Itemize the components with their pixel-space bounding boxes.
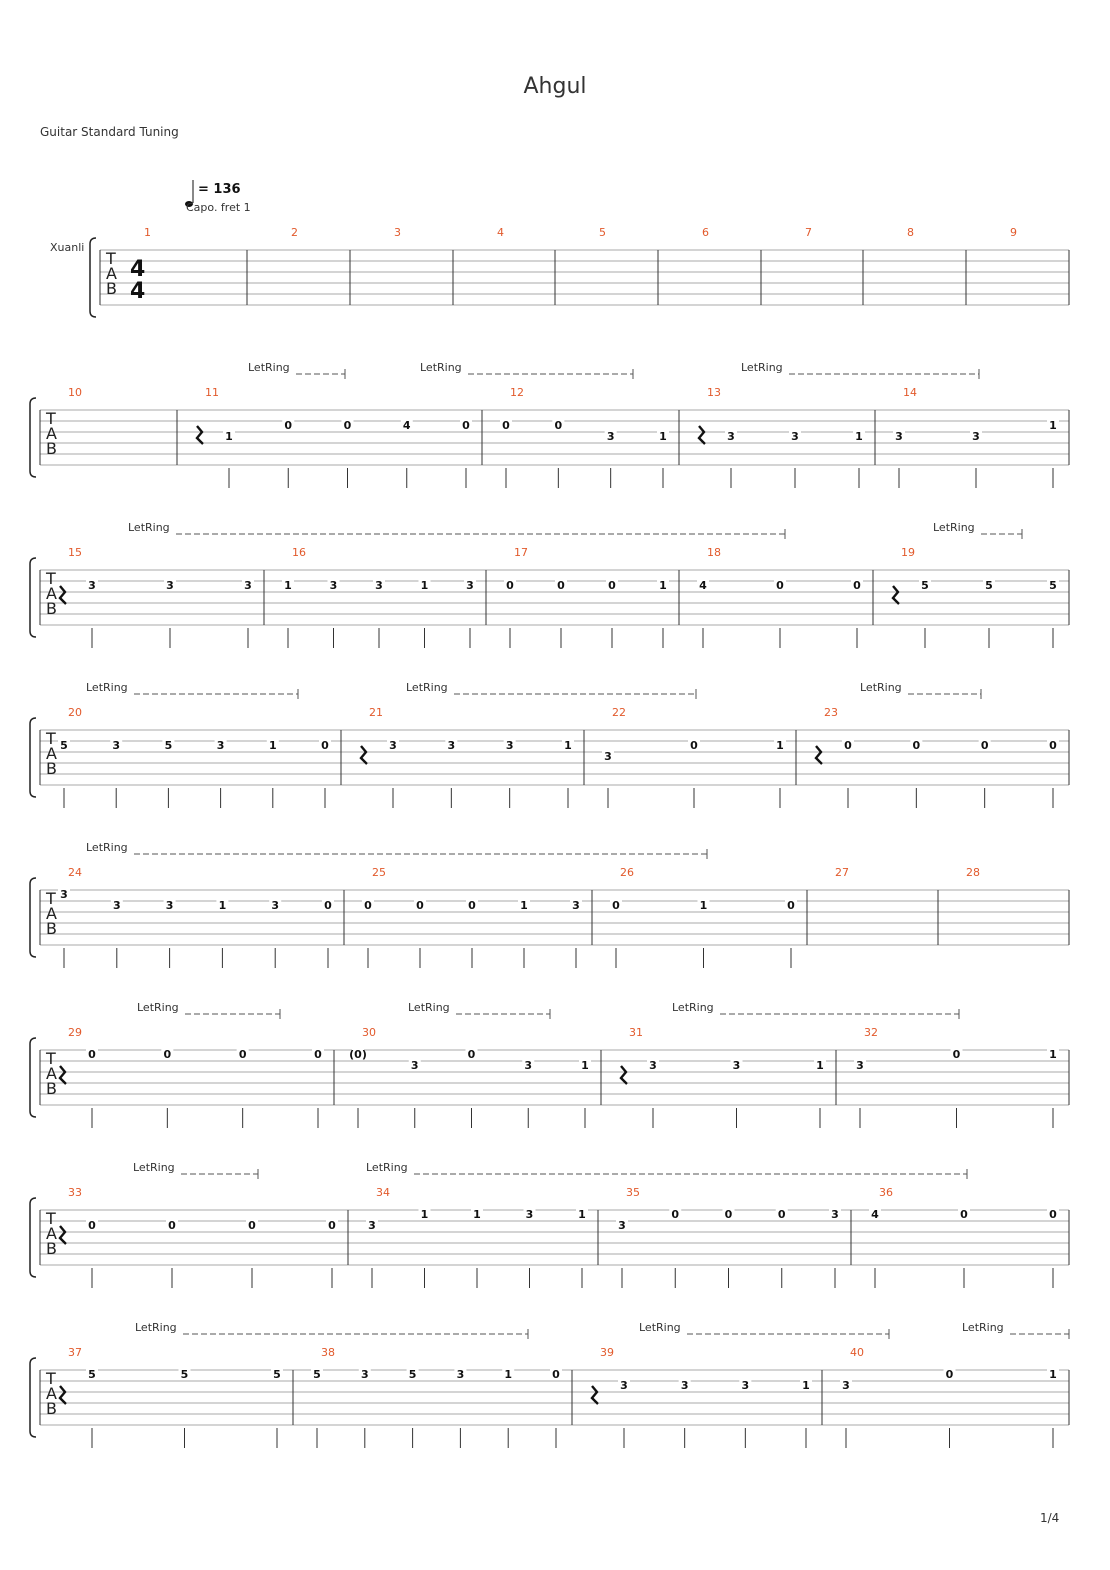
tab-clef-letter: A	[46, 1064, 57, 1083]
fret-number: 1	[659, 579, 667, 592]
system-brace	[30, 1358, 36, 1437]
fret-number: 3	[524, 1059, 533, 1072]
fret-number: 5	[180, 1368, 189, 1381]
let-ring-label: LetRing	[366, 1161, 408, 1174]
measure-number: 34	[376, 1186, 390, 1199]
fret-number: 3	[895, 430, 903, 443]
let-ring-label: LetRing	[128, 521, 170, 534]
let-ring-label: LetRing	[86, 681, 128, 694]
system-brace	[30, 1038, 36, 1117]
fret-number: 0	[787, 899, 795, 912]
measure-number: 9	[1010, 226, 1017, 239]
tab-clef-letter: T	[46, 729, 56, 748]
measure-number: 19	[901, 546, 915, 559]
fret-number: 3	[410, 1059, 419, 1072]
tab-clef-letter: T	[46, 1209, 56, 1228]
fret-number: 4	[699, 579, 707, 592]
measure-number: 35	[626, 1186, 640, 1199]
fret-number: 1	[504, 1368, 513, 1381]
fret-number: 3	[375, 579, 383, 592]
let-ring-label: LetRing	[639, 1321, 681, 1334]
fret-number: 0	[462, 419, 470, 432]
tab-clef-letter: B	[46, 1079, 57, 1098]
fret-number: 0	[554, 419, 563, 432]
tab-clef-letter: A	[106, 264, 117, 283]
fret-number: 1	[816, 1059, 824, 1072]
fret-number: 0	[88, 1219, 96, 1232]
fret-number: 1	[473, 1208, 481, 1221]
fret-number: 3	[572, 899, 580, 912]
fret-number: 0	[502, 419, 510, 432]
let-ring-label: LetRing	[133, 1161, 175, 1174]
let-ring-label: LetRing	[860, 681, 902, 694]
fret-number: 3	[606, 430, 615, 443]
measure-number: 11	[205, 386, 219, 399]
measure-number: 36	[879, 1186, 893, 1199]
let-ring-label: LetRing	[137, 1001, 179, 1014]
fret-number: 0	[777, 1208, 786, 1221]
fret-number: 3	[604, 750, 612, 763]
tab-clef-letter: A	[46, 1224, 57, 1243]
fret-number: 1	[520, 899, 528, 912]
tab-systems	[30, 226, 1069, 1448]
fret-number: 3	[456, 1368, 465, 1381]
quarter-rest	[621, 1066, 627, 1084]
time-signature-top: 4	[130, 257, 146, 282]
system-brace	[30, 398, 36, 477]
fret-number: 0	[506, 579, 514, 592]
quarter-rest	[699, 426, 705, 444]
fret-number: 1	[659, 430, 667, 443]
fret-number: 3	[791, 430, 799, 443]
fret-number: 1	[420, 579, 429, 592]
measure-number: 7	[805, 226, 812, 239]
fret-number: 0	[980, 739, 989, 752]
fret-number: 0	[1049, 739, 1057, 752]
fret-number: 0	[724, 1208, 733, 1221]
tab-clef-letter: B	[46, 759, 57, 778]
measure-number: 5	[599, 226, 606, 239]
fret-number: 3	[368, 1219, 376, 1232]
fret-number: 5	[88, 1368, 96, 1381]
fret-number: 3	[466, 579, 474, 592]
tab-clef-letter: B	[46, 1239, 57, 1258]
score-title: Ahgul	[523, 74, 587, 99]
fret-number: 5	[985, 579, 993, 592]
fret-number: 5	[1049, 579, 1057, 592]
measure-number: 17	[514, 546, 528, 559]
fret-number: 1	[1049, 1048, 1057, 1061]
fret-number: 1	[420, 1208, 429, 1221]
fret-number: 0	[612, 899, 620, 912]
fret-number: 0	[168, 1219, 176, 1232]
fret-number: 5	[273, 1368, 281, 1381]
fret-number: 3	[741, 1379, 750, 1392]
tab-clef-letter: B	[46, 599, 57, 618]
measure-number: 3	[394, 226, 401, 239]
fret-number: 3	[680, 1379, 689, 1392]
fret-number: 3	[112, 739, 121, 752]
fret-number: 3	[360, 1368, 369, 1381]
quarter-rest	[60, 1386, 66, 1404]
measure-number: 1	[144, 226, 151, 239]
fret-number: 0	[238, 1048, 247, 1061]
measure-number: 12	[510, 386, 524, 399]
system-brace	[30, 1198, 36, 1277]
measure-number: 37	[68, 1346, 82, 1359]
fret-number: 3	[165, 899, 174, 912]
measure-number: 10	[68, 386, 82, 399]
measure-number: 16	[292, 546, 306, 559]
tab-clef-letter: B	[46, 919, 57, 938]
fret-number: 3	[972, 430, 980, 443]
fret-number: 3	[447, 739, 456, 752]
system-brace	[30, 878, 36, 957]
measure-number: 28	[966, 866, 980, 879]
measure-number: 22	[612, 706, 626, 719]
tab-clef-letter: A	[46, 744, 57, 763]
measure-number: 23	[824, 706, 838, 719]
measure-number: 30	[362, 1026, 376, 1039]
fret-number: 3	[244, 579, 252, 592]
let-ring-label: LetRing	[962, 1321, 1004, 1334]
fret-number: 0	[912, 739, 921, 752]
fret-number: 1	[284, 579, 292, 592]
fret-number: 3	[842, 1379, 850, 1392]
quarter-rest	[592, 1386, 598, 1404]
fret-number: 0	[844, 739, 852, 752]
measure-number: 25	[372, 866, 386, 879]
quarter-rest	[60, 1066, 66, 1084]
fret-number: 5	[164, 739, 173, 752]
fret-number: 1	[802, 1379, 810, 1392]
quarter-rest	[893, 586, 899, 604]
fret-number: 1	[578, 1208, 586, 1221]
tuning-label: Guitar Standard Tuning	[40, 125, 179, 139]
fret-number: 0	[671, 1208, 680, 1221]
measure-number: 6	[702, 226, 709, 239]
let-ring-label: LetRing	[420, 361, 462, 374]
tab-clef-letter: A	[46, 584, 57, 603]
fret-number: 5	[408, 1368, 417, 1381]
fret-number: 0	[608, 579, 616, 592]
tab-clef-letter: T	[106, 249, 116, 268]
measure-number: 15	[68, 546, 82, 559]
measure-number: 24	[68, 866, 82, 879]
system-brace	[90, 238, 96, 317]
measure-number: 29	[68, 1026, 82, 1039]
fret-number: 1	[225, 430, 233, 443]
measure-number: 33	[68, 1186, 82, 1199]
fret-number: 1	[218, 899, 227, 912]
fret-number: 3	[216, 739, 225, 752]
fret-number: 5	[60, 739, 68, 752]
let-ring-label: LetRing	[672, 1001, 714, 1014]
fret-number: 3	[505, 739, 514, 752]
tab-clef-letter: T	[46, 1369, 56, 1388]
tab-clef-letter: T	[46, 569, 56, 588]
fret-number: 0	[690, 739, 698, 752]
quarter-rest	[60, 586, 66, 604]
measure-number: 20	[68, 706, 82, 719]
fret-number: 3	[620, 1379, 628, 1392]
tab-clef-letter: T	[46, 889, 56, 908]
measure-number: 26	[620, 866, 634, 879]
fret-number: 0	[284, 419, 293, 432]
measure-number: 8	[907, 226, 914, 239]
fret-number: 0	[952, 1048, 961, 1061]
fret-number: 3	[618, 1219, 626, 1232]
fret-number: 3	[329, 579, 338, 592]
fret-number: 1	[776, 739, 784, 752]
measure-number: 21	[369, 706, 383, 719]
tab-clef-letter: T	[46, 409, 56, 428]
measure-number: 4	[497, 226, 504, 239]
fret-number: 0	[960, 1208, 968, 1221]
fret-number: 1	[564, 739, 572, 752]
instrument-name: Xuanli	[50, 241, 85, 254]
measure-number: 31	[629, 1026, 643, 1039]
fret-number: 0	[416, 899, 424, 912]
let-ring-label: LetRing	[408, 1001, 450, 1014]
fret-number: 1	[1049, 419, 1057, 432]
quarter-rest	[816, 746, 822, 764]
fret-number: 3	[856, 1059, 864, 1072]
tab-clef-letter: A	[46, 904, 57, 923]
quarter-rest	[361, 746, 367, 764]
fret-number: 3	[389, 739, 397, 752]
capo-marking: Capo. fret 1	[186, 201, 251, 214]
tempo-marking: = 136	[198, 182, 241, 197]
fret-number: 0	[163, 1048, 172, 1061]
fret-number: 0	[945, 1368, 954, 1381]
measure-number: 32	[864, 1026, 878, 1039]
fret-number: 1	[855, 430, 863, 443]
fret-number: 0	[88, 1048, 96, 1061]
fret-number: 3	[88, 579, 96, 592]
measure-number: 27	[835, 866, 849, 879]
let-ring-label: LetRing	[86, 841, 128, 854]
fret-number: 0	[324, 899, 332, 912]
fret-number: 3	[112, 899, 121, 912]
fret-number: 5	[313, 1368, 321, 1381]
measure-number: 39	[600, 1346, 614, 1359]
fret-number: 4	[871, 1208, 879, 1221]
fret-number: 0	[1049, 1208, 1057, 1221]
fret-number: 1	[268, 739, 277, 752]
fret-number: 0	[776, 579, 784, 592]
fret-number: 0	[364, 899, 372, 912]
tab-clef-letter: B	[46, 439, 57, 458]
system-brace	[30, 558, 36, 637]
fret-number: 3	[649, 1059, 657, 1072]
fret-number: 0	[467, 1048, 476, 1061]
fret-number: 5	[921, 579, 929, 592]
measure-number: 2	[291, 226, 298, 239]
let-ring-label: LetRing	[248, 361, 290, 374]
fret-number: 1	[581, 1059, 589, 1072]
quarter-rest	[60, 1226, 66, 1244]
let-ring-label: LetRing	[406, 681, 448, 694]
tab-clef-letter: A	[46, 1384, 57, 1403]
measure-number: 40	[850, 1346, 864, 1359]
let-ring-label: LetRing	[741, 361, 783, 374]
tab-clef-letter: T	[46, 1049, 56, 1068]
fret-number: 0	[248, 1219, 256, 1232]
fret-number: 1	[1049, 1368, 1057, 1381]
fret-number: 0	[552, 1368, 560, 1381]
fret-number: 3	[271, 899, 280, 912]
tab-clef-letter: B	[106, 279, 117, 298]
fret-number: 0	[853, 579, 861, 592]
fret-number: (0)	[349, 1048, 367, 1061]
fret-number: 3	[60, 888, 68, 901]
page-number: 1/4	[1040, 1511, 1060, 1525]
fret-number: 3	[525, 1208, 534, 1221]
fret-number: 0	[343, 419, 352, 432]
tab-clef-letter: A	[46, 424, 57, 443]
fret-number: 0	[321, 739, 329, 752]
system-brace	[30, 718, 36, 797]
fret-number: 0	[557, 579, 565, 592]
measure-number: 18	[707, 546, 721, 559]
quarter-rest	[197, 426, 203, 444]
fret-number: 1	[699, 899, 708, 912]
fret-number: 0	[328, 1219, 336, 1232]
measure-number: 38	[321, 1346, 335, 1359]
fret-number: 3	[732, 1059, 741, 1072]
let-ring-label: LetRing	[933, 521, 975, 534]
fret-number: 4	[402, 419, 411, 432]
let-ring-label: LetRing	[135, 1321, 177, 1334]
fret-number: 3	[166, 579, 174, 592]
measure-number: 13	[707, 386, 721, 399]
fret-number: 3	[831, 1208, 839, 1221]
time-signature-bottom: 4	[130, 279, 146, 304]
tab-clef-letter: B	[46, 1399, 57, 1418]
fret-number: 3	[727, 430, 735, 443]
fret-number: 0	[314, 1048, 322, 1061]
fret-number: 0	[468, 899, 476, 912]
measure-number: 14	[903, 386, 917, 399]
